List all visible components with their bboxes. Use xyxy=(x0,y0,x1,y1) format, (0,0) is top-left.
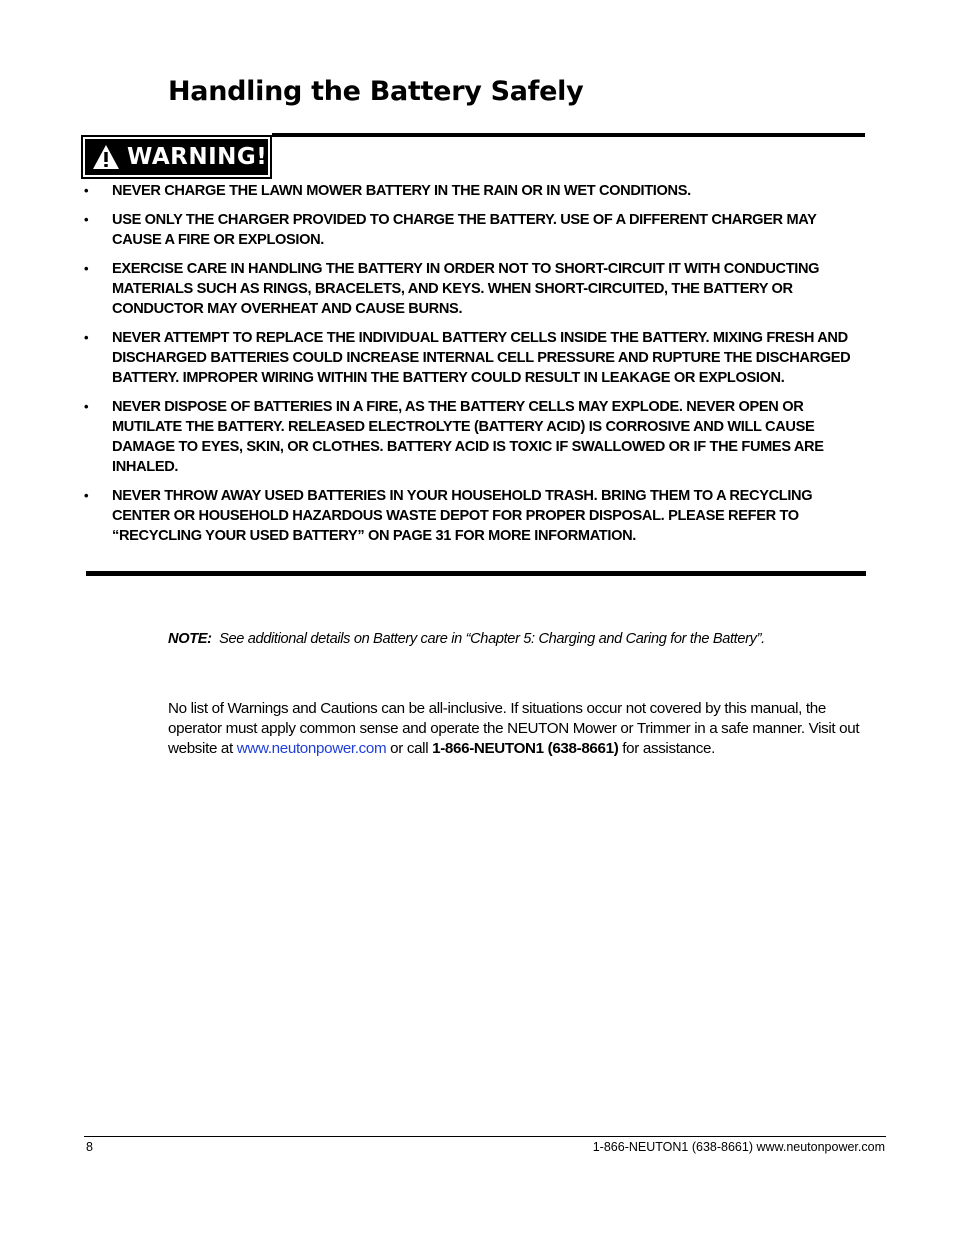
warning-item xyxy=(84,486,866,546)
warning-item xyxy=(84,328,866,388)
warning-item xyxy=(84,259,866,319)
website-link[interactable]: www.neutonpower.com xyxy=(236,740,387,757)
note-label: NOTE: xyxy=(168,631,212,647)
warning-item xyxy=(84,210,866,250)
bullet-icon: • xyxy=(84,488,89,503)
footer-contact: 1-866-NEUTON1 (638-8661) www.neutonpower.com xyxy=(592,1140,885,1154)
bullet-icon: • xyxy=(84,183,89,198)
warning-item xyxy=(84,181,866,201)
body-paragraph xyxy=(168,699,878,759)
warning-top-rule xyxy=(272,133,865,137)
warning-item-text: USE ONLY THE CHARGER PROVIDED TO CHARGE THE BATTERY. USE OF A DIFFERENT CHARGER MAY CAUSE A FIRE OR EXPLOSION. xyxy=(112,212,817,248)
bullet-icon: • xyxy=(84,330,89,345)
warning-item-text: NEVER ATTEMPT TO REPLACE THE INDIVIDUAL BATTERY CELLS INSIDE THE BATTERY. MIXING FRESH AND DISCHARGED BATTERIES COULD INCREASE INTERNAL CELL PRESSURE AND RUPTURE THE DISCHARGED BATTERY. IMPROPER WIRING WITHIN THE BATTERY COULD RESULT IN LEAKAGE OR EXPLOSION. xyxy=(112,330,851,386)
bullet-icon: • xyxy=(84,261,89,276)
warning-item-text: NEVER THROW AWAY USED BATTERIES IN YOUR HOUSEHOLD TRASH. BRING THEM TO A RECYCLING CENTER OR HOUSEHOLD HAZARDOUS WASTE DEPOT FOR PROPER DISPOSAL. PLEASE REFER TO “RECYCLING YOUR USED BATTERY” ON PAGE 31 FOR MORE INFORMATION. xyxy=(112,488,813,544)
paragraph-text-mid: or call xyxy=(386,740,433,757)
page-number: 8 xyxy=(86,1140,93,1154)
warning-triangle-icon xyxy=(85,139,127,175)
paragraph-text: No list of Warnings and Cautions can be all-inclusive. If situations occur not covered by this manual, the operator must apply common sense and operate the NEUTON Mower or Trimmer in a safe manner. Visit out website at xyxy=(168,700,860,757)
warning-item xyxy=(84,397,866,477)
page-title: Handling the Battery Safely xyxy=(168,76,584,107)
warning-item-text: NEVER CHARGE THE LAWN MOWER BATTERY IN THE RAIN OR IN WET CONDITIONS. xyxy=(112,183,691,199)
bullet-icon: • xyxy=(84,212,89,227)
paragraph-text-end: for assistance. xyxy=(618,740,715,757)
note-text: See additional details on Battery care in “Chapter 5: Charging and Caring for the Battery”. xyxy=(219,631,765,647)
warning-item-text: NEVER DISPOSE OF BATTERIES IN A FIRE, AS THE BATTERY CELLS MAY EXPLODE. NEVER OPEN OR MUTILATE THE BATTERY. RELEASED ELECTROLYTE (BATTERY ACID) IS CORROSIVE AND WILL CAUSE DAMAGE TO EYES, SKIN, OR CLOTHES. BATTERY ACID IS TOXIC IF SWALLOWED OR IF THE FUMES ARE INHALED. xyxy=(112,399,824,475)
bullet-icon: • xyxy=(84,399,89,414)
warning-list xyxy=(84,181,866,555)
warning-bottom-rule xyxy=(86,571,866,576)
warning-item-text: EXERCISE CARE IN HANDLING THE BATTERY IN ORDER NOT TO SHORT-CIRCUIT IT WITH CONDUCTING MATERIALS SUCH AS RINGS, BRACELETS, AND KEYS. WHEN SHORT-CIRCUITED, THE BATTERY OR CONDUCTOR MAY OVERHEAT AND CAUSE BURNS. xyxy=(112,261,820,317)
footer-rule xyxy=(84,1136,886,1137)
warning-badge xyxy=(83,137,270,177)
note xyxy=(168,631,868,647)
phone-number: 1-866-NEUTON1 (638-8661) xyxy=(432,740,619,757)
warning-label: WARNING! xyxy=(127,144,268,170)
